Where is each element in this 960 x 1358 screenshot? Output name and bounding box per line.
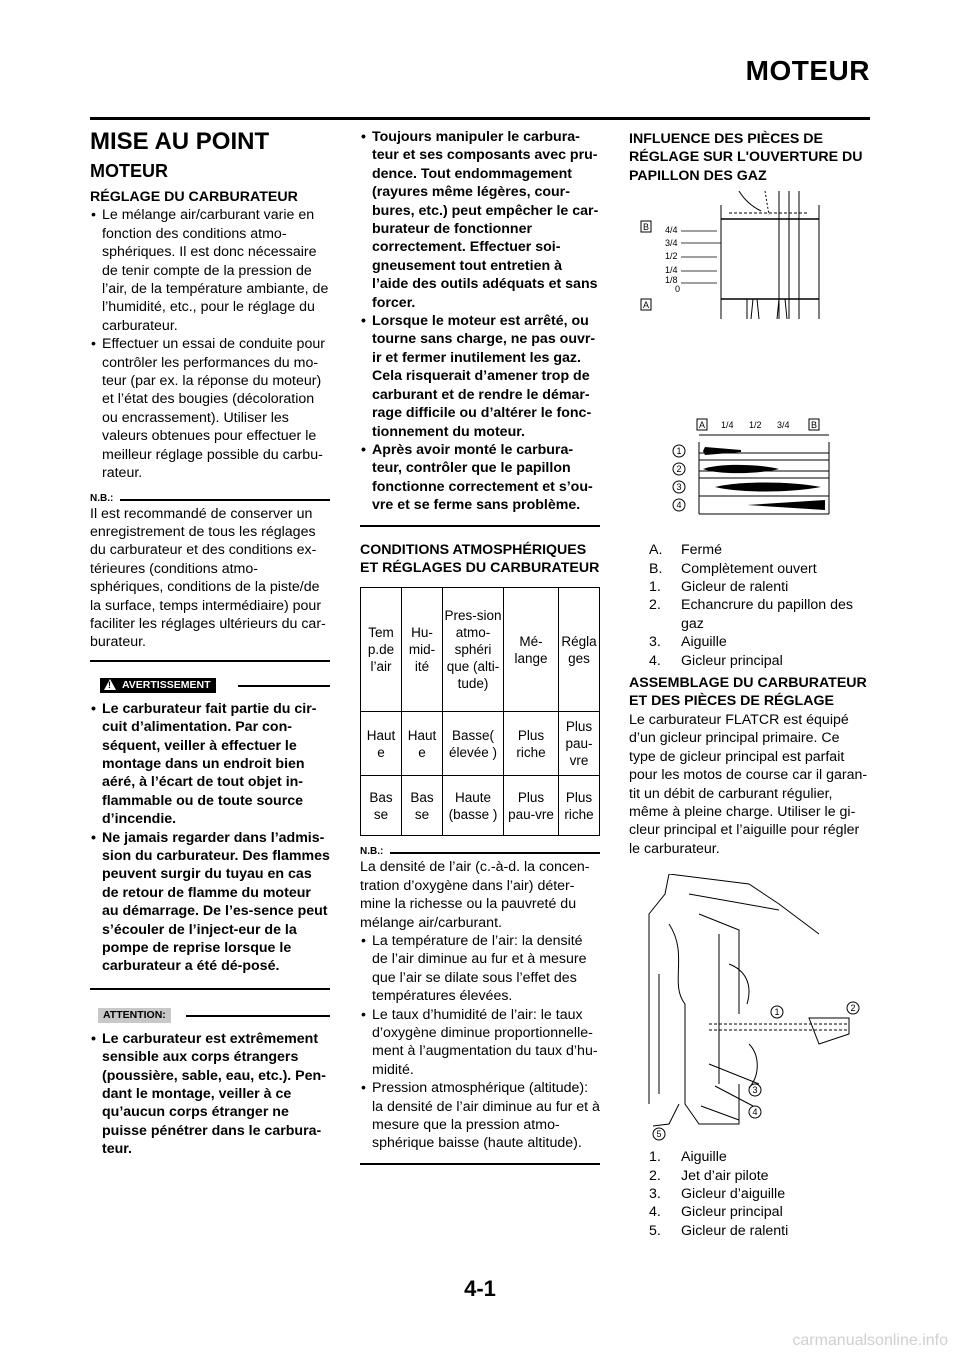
list-item: 2. Jet d’air pilote <box>649 1167 769 1184</box>
list-item: • La température de l’air: la densité de l’air diminue au fur et à mesure que l’air se dilate sous l’effet des températures élevées. <box>360 932 600 1006</box>
label-b: B <box>643 222 650 233</box>
intro-bullets <box>90 206 330 482</box>
list-item: • Le taux d’humidité de l’air: le taux d’oxygène diminue proportionnelle-ment à l’augmentation du taux d’hu-midité. <box>360 1006 600 1080</box>
note-end-rule <box>90 660 330 662</box>
svg-text:A: A <box>699 420 706 431</box>
heading-carburetor-setting: RÉGLAGE DU CARBURATEUR <box>90 189 298 205</box>
svg-text:4/4: 4/4 <box>665 225 678 236</box>
column-3 <box>629 128 870 1240</box>
attention-list-continued <box>360 128 600 515</box>
column-2 <box>360 128 600 1165</box>
note-bullets <box>360 932 600 1153</box>
list-item: 5. Gicleur de ralenti <box>649 1222 789 1239</box>
svg-text:1: 1 <box>676 446 682 457</box>
heading-assembly: ASSEMBLAGE DU CARBURATEUR ET DES PIÈCES DE RÉGLAGE <box>629 675 867 710</box>
list-item: 3. Aiguille <box>649 634 727 651</box>
list-item: • Pression atmosphérique (altitude): la densité de l’air diminue au fur et à mesure que la pression atmo-sphérique baisse (haute altitude). <box>360 1079 600 1153</box>
note-text: Il est recommandé de conserver un enregistrement de tous les réglages du carburateur et des conditions ex-térieures (conditions atmo-sphériques, conditions de la piste/de la surface, temps intermédiaire) pour faciliter les réglages ultérieurs du car-burateur. <box>90 505 326 651</box>
callout-4: 4 <box>752 1107 758 1118</box>
note-text: La densité de l’air (c.-à-d. la concen-tration d’oxygène dans l’air) déter-mine la richesse ou la pauvreté du mélange air/carburant. <box>360 859 590 931</box>
svg-text:1/4: 1/4 <box>721 420 734 431</box>
bar-needle <box>715 483 821 492</box>
svg-text:B: B <box>811 420 818 431</box>
assembly-paragraph: Le carburateur FLATCR est équipé d’un gicleur principal primaire. Ce type de gicleur principal est parfait pour les motos de course car il garan-tit un débit de carburant régulier, même à pleine charge. Utiliser le gi-cleur principal et l’aiguille pour régler le carburateur. <box>629 711 868 857</box>
atmospheric-table <box>360 587 600 836</box>
note-block-2 <box>360 846 600 1165</box>
list-item: • Lorsque le moteur est arrêté, ou tourne sans charge, ne pas ouvr-ir et fermer inutilement les gaz. Cela risquerait d’amener trop de carburant et de rendre le démar-rage difficile ou d’altérer le fonc-tionnement du moteur. <box>360 312 600 441</box>
influence-bars-lower <box>629 433 870 533</box>
note-end-rule <box>360 1163 600 1165</box>
callout-5: 5 <box>656 1129 662 1140</box>
legend-2 <box>629 1148 870 1240</box>
header-rule <box>90 117 870 120</box>
watermark: carmanualsonline.info <box>792 1332 948 1349</box>
list-item: 2. Echancrure du papillon des gaz <box>649 597 853 632</box>
table-header-cell: Mé-lange <box>504 588 559 712</box>
heading-adjustment-influence: INFLUENCE DES PIÈCES DE RÉGLAGE SUR L'OUVERTURE DU PAPILLON DES GAZ <box>629 131 863 184</box>
attention-list <box>90 1030 330 1159</box>
note-block <box>90 493 330 662</box>
carburetor-assembly-diagram <box>629 874 870 1142</box>
subsection-title: MOTEUR <box>90 161 168 181</box>
throttle-opening-diagram <box>629 191 870 473</box>
list-item: • Le mélange air/carburant varie en fonction des conditions atmo-sphériques. Il est donc nécessaire de tenir compte de la pression de l’air, de la température ambiante, de l’humidité, etc., pour le réglage du carburateur. <box>90 206 330 335</box>
list-item: 1. Aiguille <box>649 1149 727 1166</box>
list-item: • Ne jamais regarder dans l’admis-sion du carburateur. Des flammes peuvent surgir du tuyau en cas de retour de flamme du moteur au démarrage. De l’es-sence peut s’écouler de l’inject-eur de la pompe de reprise lorsque le carburateur a été dé-posé. <box>90 829 330 976</box>
column-1 <box>90 128 330 1159</box>
svg-text:1/8: 1/8 <box>665 275 678 286</box>
svg-text:4: 4 <box>676 500 682 511</box>
svg-text:1/2: 1/2 <box>749 420 762 431</box>
table-cell: Plus riche <box>504 712 559 776</box>
bar-main-jet <box>747 500 825 510</box>
bar-pilot-jet <box>703 447 741 455</box>
opening-scale <box>665 225 680 294</box>
table-cell: Plus riche <box>559 776 600 836</box>
table-cell: Plus pau-vre <box>559 712 600 776</box>
table-header-cell: Régla ges <box>559 588 600 712</box>
callout-1: 1 <box>774 1007 780 1018</box>
svg-text:1/2: 1/2 <box>665 251 678 262</box>
list-item: 3. Gicleur d’aiguille <box>649 1185 786 1202</box>
list-item: 1. Gicleur de ralenti <box>649 579 789 596</box>
table-cell: Plus pau-vre <box>504 776 559 836</box>
list-item: 4. Gicleur principal <box>649 652 783 669</box>
warning-list <box>90 700 330 976</box>
attention-badge: ATTENTION: <box>98 1008 171 1023</box>
bar-throttle-valve <box>703 465 779 473</box>
list-item: • Le carburateur est extrêmement sensible aux corps étrangers (poussière, sable, eau, etc.). Pen-dant le montage, veiller à ce qu’aucun corps étranger ne puisse pénétrer dans le carbura-teur. <box>90 1030 330 1159</box>
svg-text:3: 3 <box>676 482 682 493</box>
carburetor-section-drawing <box>681 191 819 319</box>
attention-header <box>90 1006 330 1024</box>
callout-2: 2 <box>850 1003 856 1014</box>
table-cell: Bas se <box>361 776 402 836</box>
list-item: • Effectuer un essai de conduite pour contrôler les performances du mo-teur (par ex. la réponse du moteur) et l’état des bougies (décoloration ou encrassement). Utiliser les valeurs obtenues pour effectuer le meilleur réglage possible du carbu-rateur. <box>90 335 330 482</box>
legend-1 <box>629 541 870 670</box>
warning-badge: ! AVERTISSEMENT <box>100 678 216 693</box>
svg-text:1/4: 1/4 <box>665 265 678 276</box>
heading-atmospheric-conditions: CONDITIONS ATMOSPHÉRIQUES ET RÉGLAGES DU CARBURATEUR <box>360 541 600 576</box>
table-cell: Haut e <box>361 712 402 776</box>
note-label: N.B.: <box>90 493 330 505</box>
page-header-title: MOTEUR <box>745 55 870 86</box>
list-item: B. Complètement ouvert <box>649 560 817 577</box>
warning-end-rule <box>90 988 330 990</box>
note-label: N.B.: <box>360 846 600 858</box>
table-row <box>361 776 600 836</box>
label-a: A <box>643 300 650 311</box>
list-item: • Après avoir monté le carbura-teur, contrôler que le papillon fonctionne correctement et s’ou-vre et se ferme sans problème. <box>360 441 600 515</box>
attention-end-rule <box>360 525 600 527</box>
table-header-row <box>361 588 600 712</box>
warning-block <box>90 676 330 990</box>
svg-text:0: 0 <box>675 284 681 295</box>
table-cell: Haute (basse ) <box>443 776 504 836</box>
svg-text:2: 2 <box>676 464 682 475</box>
table-cell: Haut e <box>402 712 443 776</box>
table-cell: Basse( élevée ) <box>443 712 504 776</box>
svg-text:3/4: 3/4 <box>665 238 678 249</box>
table-header-cell: Pres-sion atmo-sphéri que (alti-tude) <box>443 588 504 712</box>
callout-3: 3 <box>752 1085 758 1096</box>
table-header-cell: Tem p.de l’air <box>361 588 402 712</box>
list-item: A. Fermé <box>649 542 722 559</box>
list-item: • Toujours manipuler le carbura-teur et ses composants avec pru-dence. Tout endommagement (rayures même légères, cour-bures, etc.) peut empêcher le car-burateur de fonctionner correctement. Effectuer soi-gneusement tout entretien à l’aide des outils adéquats et sans forcer. <box>360 128 600 312</box>
page-number: 4-1 <box>464 1276 496 1301</box>
attention-block <box>90 1006 330 1159</box>
svg-text:3/4: 3/4 <box>777 420 790 431</box>
table-header-cell: Hu-mid-ité <box>402 588 443 712</box>
table-cell: Bas se <box>402 776 443 836</box>
list-item: • Le carburateur fait partie du cir-cuit d’alimentation. Par con-séquent, veiller à effectuer le montage dans un endroit bien aéré, à l’écart de tout objet in-flammable ou de toute source d’incendie. <box>90 700 330 829</box>
section-title: MISE AU POINT <box>90 128 270 155</box>
table-row <box>361 712 600 776</box>
warning-header <box>90 676 330 694</box>
list-item: 4. Gicleur principal <box>649 1204 783 1221</box>
